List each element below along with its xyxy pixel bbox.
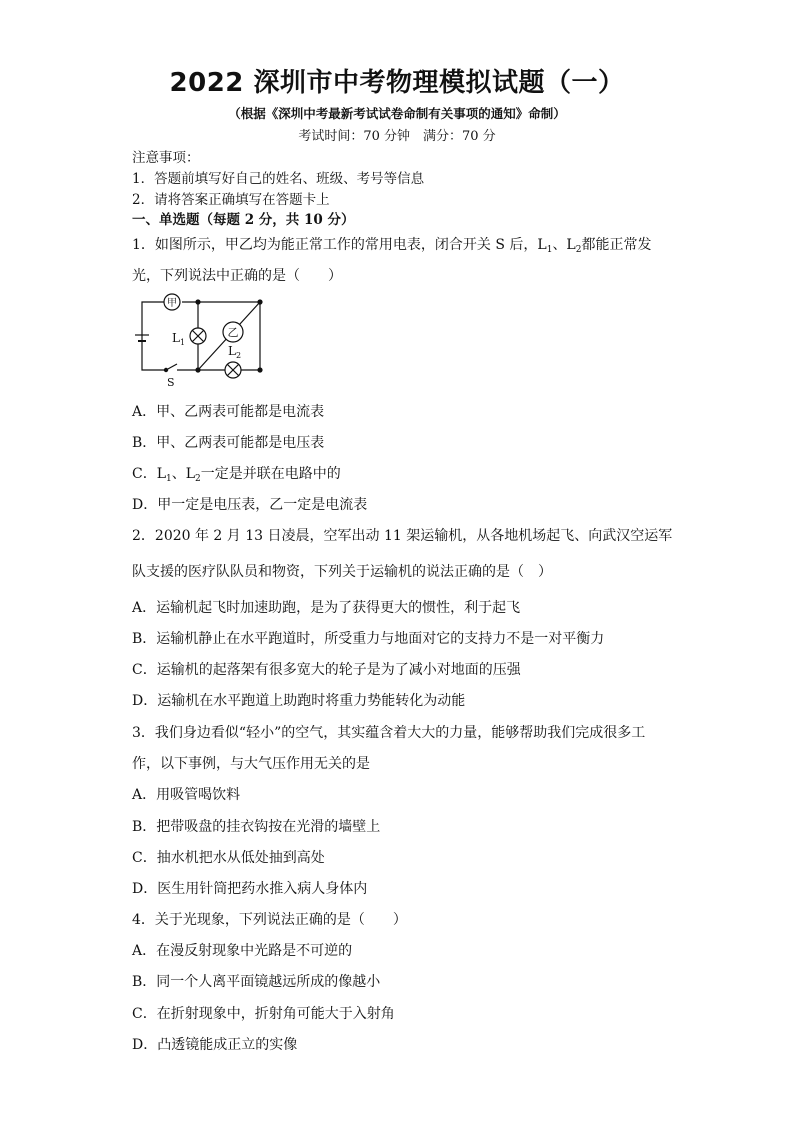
circuit-diagram	[132, 290, 277, 390]
question-2-option-a: A．运输机起飞时加速助跑，是为了获得更大的惯性，利于起飞	[132, 600, 521, 616]
question-2-option-d: D．运输机在水平跑道上助跑时将重力势能转化为动能	[132, 693, 466, 709]
question-4-option-c: C．在折射现象中，折射角可能大于入射角	[132, 1006, 395, 1022]
page-title: 2022 深圳市中考物理模拟试题（一）	[169, 68, 625, 98]
switch-contact	[164, 368, 167, 371]
question-4-stem: 4．关于光现象，下列说法正确的是（ ）	[132, 912, 407, 928]
question-3-option-c: C．抽水机把水从低处抽到高处	[132, 850, 325, 866]
notice-item-2: 2．请将答案正确填写在答题卡上	[132, 192, 330, 208]
meter-jia-label: 甲	[167, 298, 177, 309]
question-3-option-a: A．用吸管喝饮料	[132, 787, 241, 803]
question-4-option-d: D．凸透镜能成正立的实像	[132, 1037, 298, 1053]
notice-heading: 注意事项：	[132, 150, 200, 166]
junction-top-right	[258, 300, 262, 304]
page-subtitle: （根据《深圳中考最新考试试卷命制有关事项的通知》命制）	[228, 106, 566, 121]
question-1-stem-line-1: 1．如图所示，甲乙均为能正常工作的常用电表，闭合开关 S 后，$L_1$、$L_2$都能正常发	[132, 237, 652, 255]
question-1-option-a: A．甲、乙两表可能都是电流表	[132, 404, 325, 420]
meter-yi-label: 乙	[227, 326, 239, 339]
question-1-option-c: C．$L_1$、$L_2$一定是并联在电路中的	[132, 466, 341, 484]
section-heading-single-choice: 一、单选题（每题 2 分，共 10 分）	[132, 212, 355, 228]
question-2-stem-line-1: 2．2020 年 2 月 13 日凌晨，空军出动 11 架运输机，从各地机场起飞、向武汉空运军	[132, 528, 673, 544]
junction-bottom-left	[196, 368, 200, 372]
notice-item-1: 1．答题前填写好自己的姓名、班级、考号等信息	[132, 171, 425, 187]
question-3-option-b: B．把带吸盘的挂衣钩按在光滑的墙壁上	[132, 819, 381, 835]
junction-top-left	[196, 300, 200, 304]
question-4-option-a: A．在漫反射现象中光路是不可逆的	[132, 943, 353, 959]
question-4-option-b: B．同一个人离平面镜越远所成的像越小	[132, 974, 381, 990]
question-2-option-c: C．运输机的起落架有很多宽大的轮子是为了减小对地面的压强	[132, 662, 521, 678]
question-2-option-b: B．运输机静止在水平跑道时，所受重力与地面对它的支持力不是一对平衡力	[132, 631, 605, 647]
lamp-l1-label: $L_1$	[172, 331, 186, 347]
question-1-option-b: B．甲、乙两表可能都是电压表	[132, 435, 325, 451]
exam-info: 考试时间：70 分钟 满分：70 分	[298, 129, 496, 144]
question-1-stem-line-2: 光，下列说法中正确的是（ ）	[132, 268, 342, 284]
question-2-stem-line-2: 队支援的医疗队队员和物资，下列关于运输机的说法正确的是（ ）	[132, 564, 552, 580]
switch-s-label: S	[167, 376, 175, 389]
circuit-left-wire	[142, 302, 172, 370]
question-3-stem-line-1: 3．我们身边看似“轻小”的空气，其实蕴含着大大的力量，能够帮助我们完成很多工	[132, 725, 646, 741]
question-3-stem-line-2: 作，以下事例，与大气压作用无关的是	[132, 756, 370, 772]
junction-bottom-right	[258, 368, 262, 372]
question-1-option-d: D．甲一定是电压表，乙一定是电流表	[132, 497, 368, 513]
lamp-l2-label: $L_2$	[228, 344, 242, 360]
question-3-option-d: D．医生用针筒把药水推入病人身体内	[132, 881, 368, 897]
